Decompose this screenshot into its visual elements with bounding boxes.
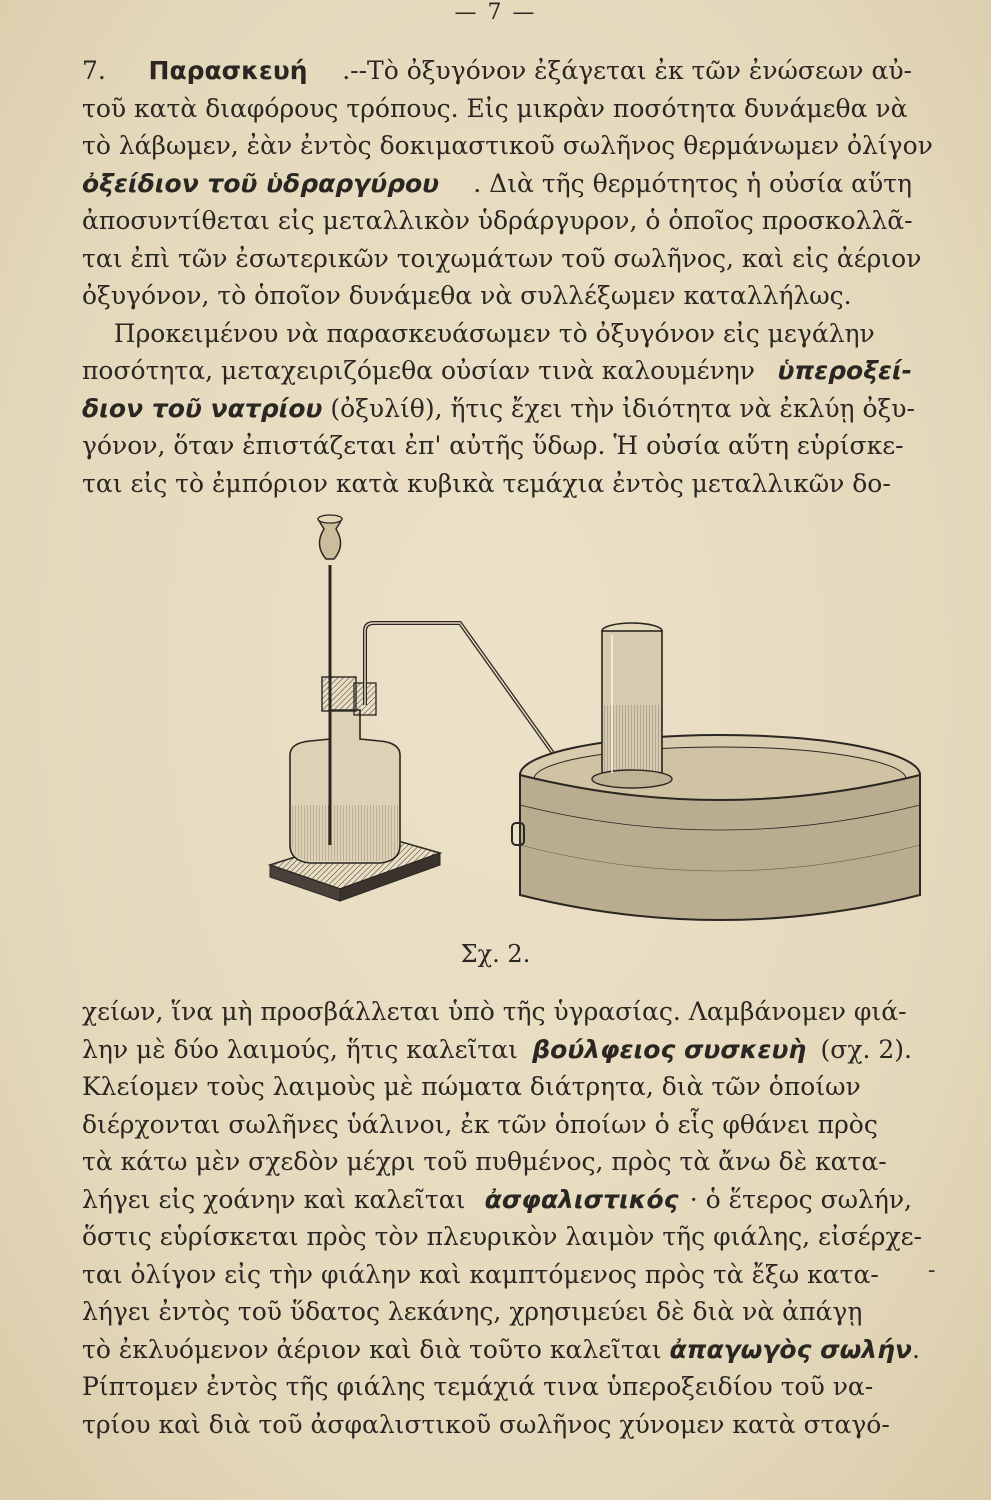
text-run: ὀξυγόνον, τὸ ὁποῖον δυνάμεθα νὰ συλλέξωμεν καταλλήλως. — [82, 281, 852, 310]
text-run: . Διὰ τῆς θερμότητος ἡ οὐσία αὕτη — [473, 168, 912, 198]
text-line — [82, 390, 915, 428]
emphasized-term: ἀπαγωγὸς σωλήν — [669, 1334, 912, 1364]
text-run: διέρχονται σωλῆνες ὑάλινοι, ἐκ τῶν ὁποίων ὁ εἷς φθάνει πρὸς — [82, 1109, 878, 1139]
emphasized-term: Παρασκευή — [148, 56, 308, 85]
text-run: τοῦ κατὰ διαφόρους τρόπους. Εἰς μικρὰν ποσότητα δυνάμεθα νὰ — [82, 93, 908, 123]
figure-caption: Σχ. 2. — [460, 940, 531, 968]
text-run: λήγει ἐντὸς τοῦ ὕδατος λεκάνης, χρησιμεύει δὲ διὰ νὰ ἀπάγῃ — [82, 1297, 863, 1326]
text-run: λήγει εἰς χοάνην καὶ καλεῖται — [82, 1184, 474, 1214]
text-run: ται ἐπὶ τῶν ἐσωτερικῶν τοιχωμάτων τοῦ σωλῆνος, καὶ εἰς ἀέριον — [82, 243, 922, 273]
emphasized-term: ὑπεροξεί- — [777, 356, 912, 385]
text-line — [82, 1181, 912, 1219]
text-run: τὸ ἐκλυόμενον ἀέριον καὶ διὰ τοῦτο καλεῖται — [82, 1334, 670, 1364]
emphasized-term: διον τοῦ νατρίου — [82, 393, 323, 423]
text-run: τὸ λάβωμεν, ἐὰν ἐντὸς δοκιμαστικοῦ σωλῆνος θερμάνωμεν ὀλίγον — [82, 131, 933, 160]
text-run: 7. — [82, 56, 114, 85]
text-run: · ὁ ἕτερος σωλήν, — [689, 1184, 912, 1214]
text-run: Ρίπτομεν ἐντὸς τῆς φιάλης τεμάχιά τινα ὑπεροξειδίου τοῦ να- — [82, 1372, 874, 1401]
text-line — [82, 127, 933, 165]
text-run: ται εἰς τὸ ἐμπόριον κατὰ κυβικὰ τεμάχια ἐντὸς μεταλλικῶν δο- — [82, 468, 891, 498]
text-line — [82, 1218, 923, 1256]
text-run: τρίου καὶ διὰ τοῦ ἀσφαλιστικοῦ σωλῆνος χύνομεν κατὰ σταγό- — [82, 1409, 890, 1439]
text-run: ἀποσυντίθεται εἰς μεταλλικὸν ὑδράργυρον, ὁ ὁποῖος προσκολλᾶ- — [82, 206, 913, 235]
text-line — [82, 202, 912, 240]
text-run: Προκειμένου νὰ παρασκευάσωμεν τὸ ὀξυγόνον εἰς μεγάλην — [82, 318, 875, 348]
text-line — [82, 1368, 912, 1406]
text-line — [82, 240, 922, 278]
emphasized-term: βούλφειος συσκευὴ — [532, 1034, 807, 1064]
woulff-bottle — [290, 677, 400, 863]
text-line — [82, 1331, 920, 1369]
text-line — [82, 165, 912, 203]
margin-dash: - — [928, 1258, 936, 1283]
text-line — [82, 52, 912, 90]
text-run: γόνον, ὅταν ἐπιστάζεται ἐπ' αὐτῆς ὕδωρ. Ἡ οὐσία αὕτη εὑρίσκε- — [82, 431, 904, 460]
bottom-paragraph — [82, 993, 923, 1443]
text-line — [82, 1106, 912, 1144]
emphasized-term: ἀσφαλιστικός — [484, 1184, 679, 1214]
text-line — [82, 277, 912, 315]
text-line — [82, 1031, 912, 1069]
page-number: — 7 — — [454, 0, 537, 25]
text-line — [82, 315, 912, 353]
text-run: .--Τὸ ὀξυγόνον ἐξάγεται ἐκ τῶν ἐνώσεων αὐ- — [342, 56, 912, 85]
text-line — [82, 465, 912, 503]
text-run: ται ὀλίγον εἰς τὴν φιάλην καὶ καμπτόμενος πρὸς τὰ ἔξω κατα- — [82, 1259, 879, 1289]
text-run: Κλείομεν τοὺς λαιμοὺς μὲ πώματα διάτρητα, διὰ τῶν ὁποίων — [82, 1072, 861, 1101]
water-basin — [512, 735, 920, 920]
text-run: ὅστις εὑρίσκεται πρὸς τὸν πλευρικὸν λαιμὸν τῆς φιάλης, εἰσέρχε- — [82, 1222, 923, 1251]
emphasized-term: ὀξείδιον τοῦ ὑδραργύρου — [82, 168, 440, 198]
text-line — [82, 1143, 912, 1181]
text-run: (σχ. 2). — [812, 1034, 912, 1064]
text-line — [82, 1256, 912, 1294]
text-line — [82, 352, 912, 390]
text-line — [82, 1068, 912, 1106]
text-line — [82, 993, 912, 1031]
woulff-bottle-apparatus-illustration — [250, 505, 930, 935]
text-run: χείων, ἵνα μὴ προσβάλλεται ὑπὸ τῆς ὑγρασίας. Λαμβάνομεν φιά- — [82, 997, 907, 1026]
text-run: τὰ κάτω μὲν σχεδὸν μέχρι τοῦ πυθμένος, πρὸς τὰ ἄνω δὲ κατα- — [82, 1147, 887, 1176]
top-paragraph — [82, 52, 933, 502]
text-run: . — [911, 1334, 920, 1364]
text-line — [82, 90, 912, 128]
text-run: (ὀξυλίθ), ἥτις ἔχει τὴν ἰδιότητα νὰ ἐκλύῃ ὀξυ- — [322, 393, 915, 423]
text-run: λην μὲ δύο λαιμούς, ἥτις καλεῖται — [82, 1034, 526, 1064]
text-line — [82, 427, 912, 465]
text-run: ποσότητα, μεταχειριζόμεθα οὐσίαν τινὰ καλουμένην — [82, 356, 763, 385]
text-line — [82, 1293, 912, 1331]
text-line — [82, 1406, 912, 1444]
collection-cylinder — [592, 623, 672, 788]
delivery-tube — [365, 623, 560, 763]
